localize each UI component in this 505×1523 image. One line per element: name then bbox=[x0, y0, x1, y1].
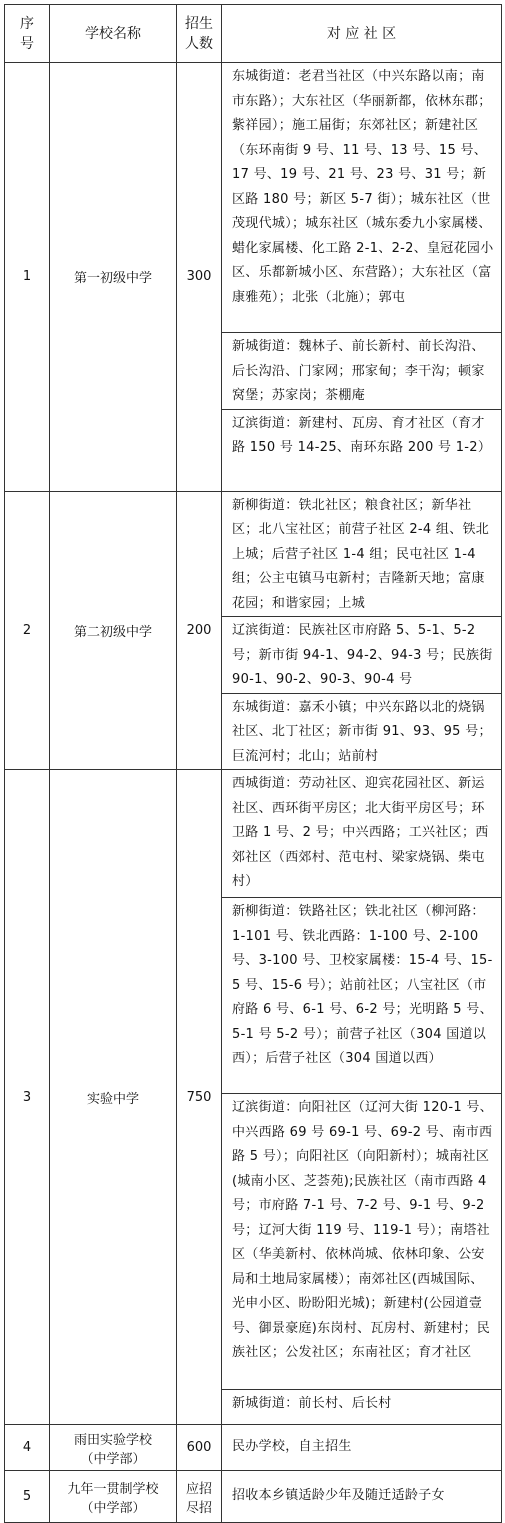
table-row bbox=[5, 1471, 502, 1523]
community-cell: 招收本乡镇适龄少年及随迁适龄子女 bbox=[222, 1471, 502, 1523]
row-quota bbox=[177, 1471, 222, 1523]
header-quota bbox=[177, 5, 222, 63]
header-quota-line1: 招生 bbox=[185, 15, 213, 32]
enrollment-table bbox=[4, 4, 502, 1523]
row-school bbox=[50, 1425, 177, 1471]
row-school: 第二初级中学 bbox=[50, 491, 177, 770]
row-quota-line2: 尽招 bbox=[185, 1500, 212, 1516]
row-seq: 4 bbox=[5, 1425, 50, 1471]
header-school: 学校名称 bbox=[50, 5, 177, 63]
row-school bbox=[50, 1471, 177, 1523]
row-quota-line1: 应招 bbox=[185, 1481, 212, 1497]
community-cell: 新城街道：魏林子、前长新村、前长沟沿、后长沟沿、门家网；邢家甸；李干沟；顿家窝堡；苏家岗；茶棚庵 bbox=[222, 333, 502, 410]
row-quota: 750 bbox=[177, 770, 222, 1425]
row-quota: 300 bbox=[177, 63, 222, 492]
row-quota: 600 bbox=[177, 1425, 222, 1471]
table-header-row bbox=[5, 5, 502, 63]
table-row bbox=[5, 770, 502, 898]
header-community: 对 应 社 区 bbox=[222, 5, 502, 63]
community-cell: 新柳街道：铁路社区；铁北社区（柳河路：1-101 号、铁北西路：1-100 号、2-100 号、3-100 号、卫校家属楼：15-4 号、15-5 号、15-6 号）；站前社区；八宝社区（市府路 6 号、6-1 号、6-2 号；光明路 5 号、5-1 号 5-2 号）；前营子社区（304 国道以西）；后营子社区（304 国道以西） bbox=[222, 898, 502, 1094]
community-cell: 新柳街道：铁北社区；粮食社区；新华社区；北八宝社区；前营子社区 2-4 组、铁北上城；后营子社区 1-4 组；民屯社区 1-4 组；公主屯镇马屯新村；吉隆新天地；富康花园；和谐家园；上城 bbox=[222, 491, 502, 617]
row-quota: 200 bbox=[177, 491, 222, 770]
header-seq-line2: 号 bbox=[20, 35, 34, 52]
table-row bbox=[5, 491, 502, 617]
header-seq bbox=[5, 5, 50, 63]
row-seq: 3 bbox=[5, 770, 50, 1425]
header-seq-line1: 序 bbox=[20, 15, 34, 32]
row-school: 实验中学 bbox=[50, 770, 177, 1425]
table-row bbox=[5, 63, 502, 333]
row-school-line2: （中学部） bbox=[80, 1500, 146, 1516]
community-cell: 辽滨街道：民族社区市府路 5、5-1、5-2 号；新市街 94-1、94-2、94-3 号；民族街 90-1、90-2、90-3、90-4 号 bbox=[222, 617, 502, 694]
row-school-line2: （中学部） bbox=[80, 1451, 146, 1467]
community-cell: 辽滨街道：向阳社区（辽河大街 120-1 号、中兴西路 69 号 69-1 号、69-2 号、南市西路 5 号）；向阳社区（向阳新村）；城南社区(城南小区、芝荟苑);民族社区（南市西路 4 号；市府路 7-1 号、7-2 号、9-1 号、9-2 号；辽河大街 119 号、119-1 号）；南塔社区（华美新村、依林尚城、依林印象、公安局和土地局家属楼）；南郊社区(西城国际、光申小区、盼盼阳光城)；新建村(公园道壹号、御景豪庭)东岗村、瓦房村、新建村；民族社区；公发社区；东南社区；育才社区 bbox=[222, 1094, 502, 1390]
table-row bbox=[5, 1425, 502, 1471]
row-seq: 2 bbox=[5, 491, 50, 770]
community-cell: 东城街道：嘉禾小镇；中兴东路以北的烧锅社区、北丁社区；新市街 91、93、95 号；巨流河村；北山；站前村 bbox=[222, 693, 502, 770]
row-seq: 5 bbox=[5, 1471, 50, 1523]
header-quota-line2: 人数 bbox=[185, 35, 213, 52]
row-seq: 1 bbox=[5, 63, 50, 492]
community-cell: 辽滨街道：新建村、瓦房、育才社区（育才路 150 号 14-25、南环东路 200 号 1-2） bbox=[222, 409, 502, 491]
community-cell: 新城街道：前长村、后长村 bbox=[222, 1390, 502, 1425]
community-cell: 西城街道：劳动社区、迎宾花园社区、新运社区、西环街平房区；北大街平房区号；环卫路 1 号、2 号；中兴西路；工兴社区；西郊社区（西郊村、范屯村、梁家烧锅、柴屯村） bbox=[222, 770, 502, 898]
community-cell: 民办学校，自主招生 bbox=[222, 1425, 502, 1471]
row-school-line1: 九年一贯制学校 bbox=[67, 1481, 159, 1497]
row-school: 第一初级中学 bbox=[50, 63, 177, 492]
row-school-line1: 雨田实验学校 bbox=[73, 1432, 152, 1448]
community-cell: 东城街道：老君当社区（中兴东路以南；南市东路）；大东社区（华丽新都，依林东郡；紫祥园）；施工届街；东郊社区；新建社区（东环南街 9 号、11 号、13 号、15 号、17 号、19 号、21 号、23 号、31 号；新区路 180 号；新区 5-7 街）；城东社区（世茂现代城）；城东社区（城东委九小家属楼、蜡化家属楼、化工路 2-1、2-2、皇冠花园小区、乐都新城小区、东营路）；大东社区（富康雅苑）；北张（北施）；郭屯 bbox=[222, 63, 502, 333]
